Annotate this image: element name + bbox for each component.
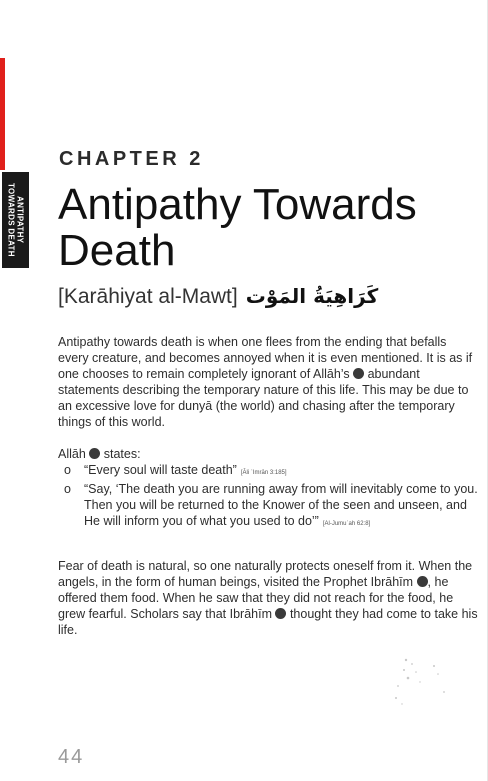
quote-text: “Say, ‘The death you are running away from will inevitably come to you. Then you will be returned to the Knower of the seen and unseen, and He will inform you of what you used to do’” [84, 482, 478, 528]
subtitle-row [58, 284, 378, 309]
list-item [64, 481, 478, 532]
chapter-accent-bar [0, 58, 5, 170]
paper-specks-decoration [386, 652, 456, 712]
quote-citation: [Āli ʿImrān 3:185] [240, 470, 287, 476]
quote-citation: [Al-Jumuʿah 62:8] [322, 521, 371, 527]
chapter-label: CHAPTER 2 [59, 148, 204, 170]
side-tab-label: ANTIPATHY TOWARDS DEATH [6, 183, 25, 257]
quote-body [84, 462, 287, 481]
subtitle-arabic: كَرَاهِيَةُ المَوْت [245, 284, 379, 308]
bullet-icon: o [64, 482, 71, 496]
paragraph-intro: Antipathy towards death is when one flees from the ending that befalls every creature, and becomes annoyed when it is even mentioned. It is as if one chooses to remain completely ignorant of Allāh’s abundant statements describing the temporary nature of this life. This may be due to an excessive love for dunyā (the world) and chasing after the temporary things of this world. [58, 335, 473, 429]
page-number: 44 [58, 746, 85, 768]
quote-text: “Every soul will taste death” [84, 463, 237, 477]
quote-body [84, 481, 478, 532]
side-tab [2, 172, 29, 268]
honorific-icon [353, 368, 364, 379]
list-item [64, 462, 478, 481]
states-line: Allāh states: [58, 447, 141, 461]
bullet-icon: o [64, 463, 71, 477]
page-title: Antipathy Towards Death [58, 180, 417, 275]
quote-list [64, 462, 478, 532]
honorific-icon [417, 576, 428, 587]
honorific-icon [89, 448, 100, 459]
honorific-icon [275, 608, 286, 619]
paragraph-ibrahim: Fear of death is natural, so one naturally protects oneself from it. When the angels, in the form of human beings, visited the Prophet Ibrāhīm , he offered them food. When he saw that they did not reach for the food, he grew fearful. Scholars say that Ibrāhīm thought they had come to take his life. [58, 559, 478, 637]
subtitle-transliteration: [Karāhiyat al-Mawt] [58, 285, 238, 308]
